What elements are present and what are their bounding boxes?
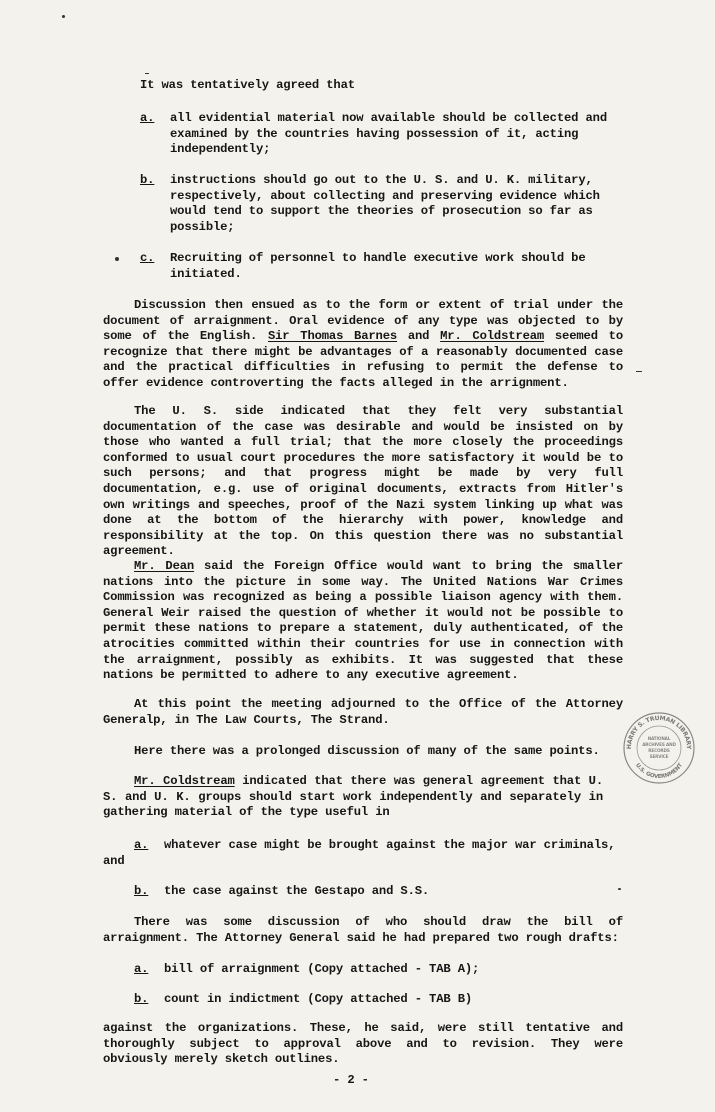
- item-label: a.: [140, 111, 155, 125]
- intro-line: It was tentatively agreed that: [140, 78, 355, 92]
- item-text: count in indictment (Copy attached - TAB B): [164, 992, 473, 1006]
- svg-text:U.S. GOVERNMENT: [634, 762, 684, 780]
- item-text: Recruiting of personnel to handle executive work should be initiated.: [170, 251, 586, 281]
- page-number: - 2 -: [333, 1073, 369, 1087]
- draft-item-a: [134, 962, 614, 980]
- paragraph-adjourned: At this point the meeting adjourned to the Office of the Attorney Generalp, in The Law Courts, The Strand.: [103, 697, 623, 727]
- person-name-coldstream: Mr. Coldstream: [440, 329, 545, 344]
- case-item-b: [134, 884, 614, 902]
- scan-speck: [145, 73, 149, 74]
- person-name-dean: Mr. Dean: [134, 559, 195, 573]
- scan-speck: [115, 257, 119, 261]
- agreed-item-b: [140, 173, 620, 237]
- conjunction-and: and: [103, 854, 125, 868]
- case-item-a: [134, 838, 644, 856]
- paragraph-discussion: Discussion then ensued as to the form or extent of trial under the document of arraignment. Oral evidence of any type was objected to by some of the English. Sir Thomas Barnes and Mr. Coldstream seemed to recognize that there might be advantages of a reasonably documented case and the practical difficulties in refusing to permit the defense to offer evidence controverting the facts alleged in the arrignment.: [103, 298, 623, 390]
- item-text: whatever case might be brought against the major war criminals,: [164, 838, 616, 852]
- item-label: b.: [134, 884, 149, 898]
- library-seal-stamp: [622, 711, 696, 785]
- stamp-top-text: HARRY S. TRUMAN LIBRARY: [625, 714, 693, 750]
- item-label: a.: [134, 838, 149, 852]
- paragraph-coldstream: Mr. Coldstream indicated that there was general agreement that U. S. and U. K. groups should start work independently and separately in gathering material of the type useful in: [103, 774, 603, 820]
- stamp-center-line: ARCHIVES AND: [642, 742, 676, 747]
- paragraph-against: against the organizations. These, he said, were still tentative and thoroughly subject to approval above and to revision. They were obviously merely sketch outlines.: [103, 1021, 623, 1067]
- item-text: all evidential material now available should be collected and examined by the countries having possession of it, acting independently;: [170, 111, 607, 157]
- paragraph-bill: There was some discussion of who should draw the bill of arraignment. The Attorney General said he had prepared two rough drafts:: [103, 915, 623, 945]
- paragraph-dean: Mr. Dean said the Foreign Office would want to bring the smaller nations into the picture in some way. The United Nations War Crimes Commission was recognized as being a possible liaison agency with them. General Weir raised the question of whether it would not be possible to permit these nations to prepare a statement, duly authenticated, of the atrocities committed within their countries for use in connection with the arraignment, possibly as exhibits. It was suggested that these nations be permitted to adhere to any executive agreement.: [103, 559, 624, 683]
- item-text: bill of arraignment (Copy attached - TAB A);: [164, 962, 480, 976]
- stamp-center-line: SERVICE: [649, 754, 669, 759]
- item-label: b.: [140, 173, 155, 187]
- item-text: instructions should go out to the U. S. and U. K. military, respectively, about collecting and preserving evidence which would tend to support the theories of prosecution so far as possible;: [170, 173, 600, 234]
- item-label: b.: [134, 992, 149, 1006]
- person-name-coldstream: Mr. Coldstream: [134, 774, 235, 788]
- item-text: the case against the Gestapo and S.S.: [164, 884, 430, 898]
- scan-speck: [62, 15, 65, 18]
- paragraph-us-side: The U. S. side indicated that they felt very substantial documentation of the case was desirable and would be insisted on by those who wanted a full trial; that the more closely the proceedings conformed to usual court procedures the more satisfactory it would be to such persons; and that progress might be made by very full documentation, e.g. use of original documents, extracts from Hitler's own writings and speeches, proof of the Nazi system linking up what was done at the bottom of the hierarchy with power, knowledge and responsibility at the top. On this question there was no substantial agreement.: [103, 404, 623, 559]
- stamp-center-line: RECORDS: [648, 748, 670, 753]
- person-name-barnes: Sir Thomas Barnes: [267, 329, 398, 344]
- agreed-item-a: [140, 111, 620, 161]
- item-label: a.: [134, 962, 149, 976]
- draft-item-b: [134, 992, 614, 1010]
- stamp-center-line: NATIONAL: [647, 736, 671, 741]
- stamp-bottom-text: U.S. GOVERNMENT: [634, 762, 684, 781]
- scan-speck: [618, 888, 621, 890]
- agreed-item-c: [140, 251, 620, 285]
- item-label: c.: [140, 251, 155, 265]
- paragraph-prolonged: Here there was a prolonged discussion of many of the same points.: [134, 744, 600, 758]
- scan-speck: [636, 371, 642, 372]
